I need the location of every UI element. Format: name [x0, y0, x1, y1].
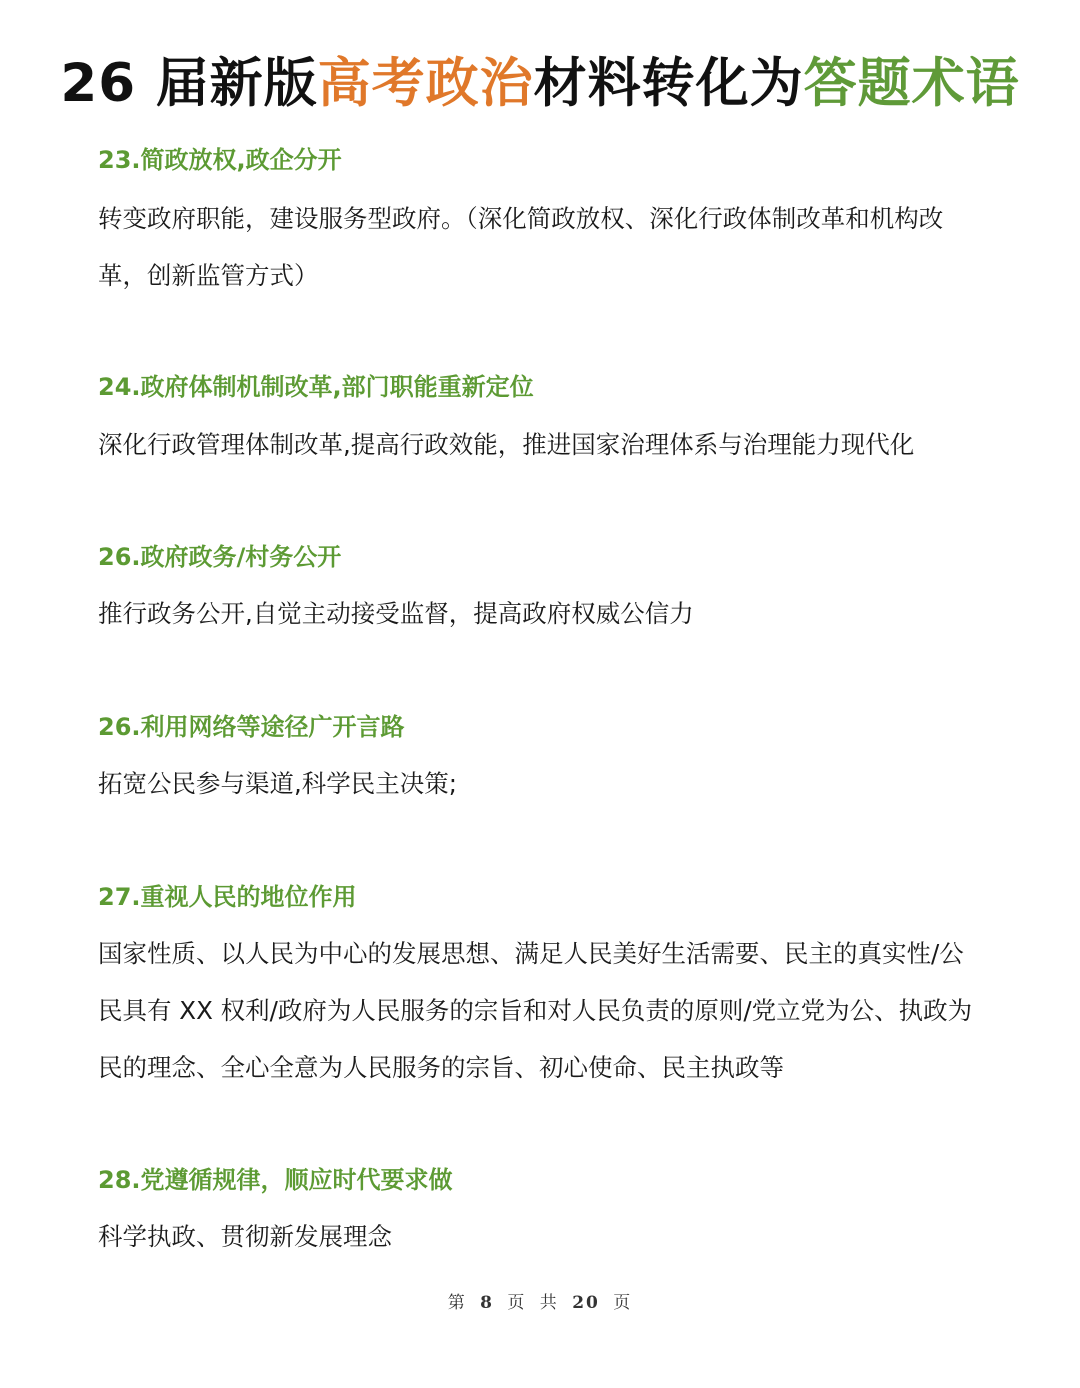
section-heading: 28.党遵循规律，顺应时代要求做 [98, 1166, 453, 1194]
section-body: 拓宽公民参与渠道,科学民主决策; [98, 769, 458, 798]
title-part-3: 材料转化为 [533, 53, 804, 114]
section-body: 科学执政、贯彻新发展理念 [98, 1222, 392, 1251]
section-heading: 23.简政放权,政企分开 [98, 146, 342, 174]
page-footer [0, 1288, 1080, 1313]
title-part-2: 高考政治 [317, 53, 534, 114]
footer-page-number: 8 [480, 1293, 494, 1313]
footer-suffix: 页 [613, 1293, 633, 1313]
section-heading: 24.政府体制机制改革,部门职能重新定位 [98, 373, 534, 401]
footer-middle: 页 共 [507, 1293, 559, 1313]
page-title [0, 48, 1080, 120]
footer-prefix: 第 [447, 1293, 467, 1313]
section-body: 国家性质、以人民为中心的发展思想、满足人民美好生活需要、民主的真实性/公民具有 XX 权利/政府为人民服务的宗旨和对人民负责的原则/党立党为公、执政为民的理念、全心全意为人民服务的宗旨、初心使命、民主执政等 [98, 939, 973, 1082]
section-body: 转变政府职能，建设服务型政府。（深化简政放权、深化行政体制改革和机构改革，创新监管方式） [98, 204, 944, 290]
section-heading: 26.政府政务/村务公开 [98, 543, 342, 571]
section-body: 深化行政管理体制改革,提高行政效能，推进国家治理体系与治理能力现代化 [98, 430, 915, 459]
section-heading: 27.重视人民的地位作用 [98, 883, 357, 911]
title-part-1: 26 届新版 [60, 53, 318, 114]
section-body: 推行政务公开,自觉主动接受监督，提高政府权威公信力 [98, 599, 694, 628]
section-heading: 26.利用网络等途径广开言路 [98, 713, 405, 741]
title-part-4: 答题术语 [803, 53, 1020, 114]
footer-total-pages: 20 [572, 1293, 600, 1313]
